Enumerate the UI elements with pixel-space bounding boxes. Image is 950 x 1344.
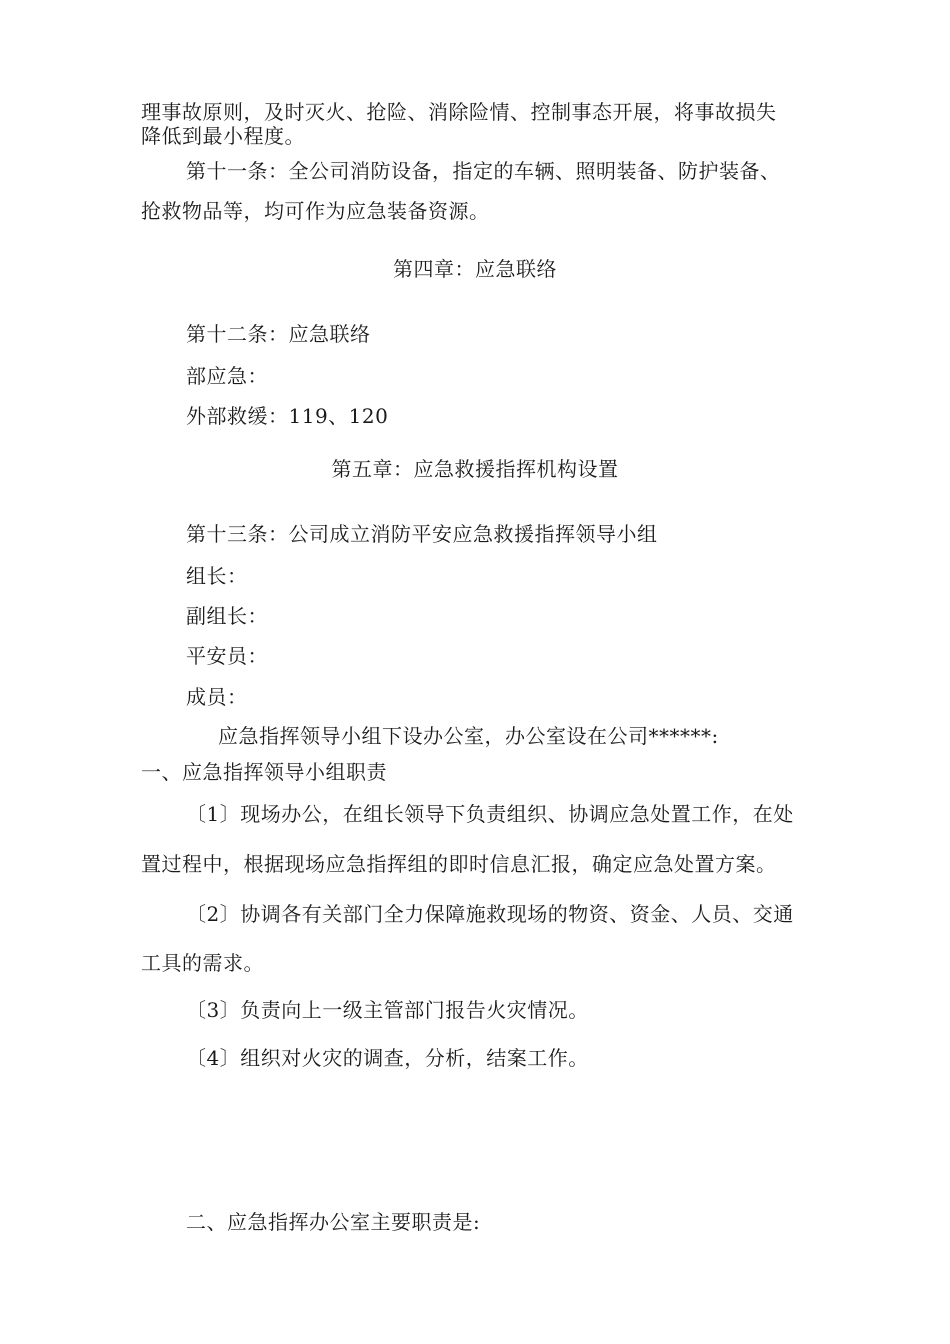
duty-1-line: 〔1〕现场办公，在组长领导下负责组织、协调应急处置工作，在处 xyxy=(186,802,794,826)
section-1-heading: 一、应急指挥领导小组职责 xyxy=(141,760,387,784)
duty-2-line: 〔2〕协调各有关部门全力保障施救现场的物资、资金、人员、交通 xyxy=(186,902,794,926)
paragraph-line: 理事故原则，及时灭火、抢险、消除险情、控制事态开展，将事故损失 xyxy=(141,100,777,124)
chapter-4-heading: 第四章：应急联络 xyxy=(393,257,557,281)
team-leader-line: 组长： xyxy=(186,564,248,588)
external-rescue-line: 外部救缓：119、120 xyxy=(186,404,389,428)
chapter-5-heading: 第五章：应急救援指挥机构设置 xyxy=(331,457,619,481)
section-2-heading: 二、应急指挥办公室主要职责是: xyxy=(186,1210,481,1234)
internal-emergency-line: 部应急： xyxy=(186,364,268,388)
duty-1-cont-line: 置过程中，根据现场应急指挥组的即时信息汇报，确定应急处置方案。 xyxy=(141,852,777,876)
duty-2-cont-line: 工具的需求。 xyxy=(141,951,264,975)
duty-3-line: 〔3〕负责向上一级主管部门报告火灾情况。 xyxy=(186,998,589,1022)
article-11-line: 第十一条：全公司消防设备，指定的车辆、照明装备、防护装备、 xyxy=(186,159,781,183)
article-13-line: 第十三条：公司成立消防平安应急救援指挥领导小组 xyxy=(186,522,658,546)
duty-4-line: 〔4〕组织对火灾的调查，分析，结案工作。 xyxy=(186,1046,589,1070)
deputy-leader-line: 副组长： xyxy=(186,604,268,628)
safety-officer-line: 平安员： xyxy=(186,644,268,668)
paragraph-line: 抢救物品等，均可作为应急装备资源。 xyxy=(141,199,490,223)
office-line: 应急指挥领导小组下设办公室，办公室设在公司******: xyxy=(218,724,719,748)
paragraph-line: 降低到最小程度。 xyxy=(141,124,305,148)
article-12-line: 第十二条：应急联络 xyxy=(186,322,371,346)
members-line: 成员： xyxy=(186,685,248,709)
